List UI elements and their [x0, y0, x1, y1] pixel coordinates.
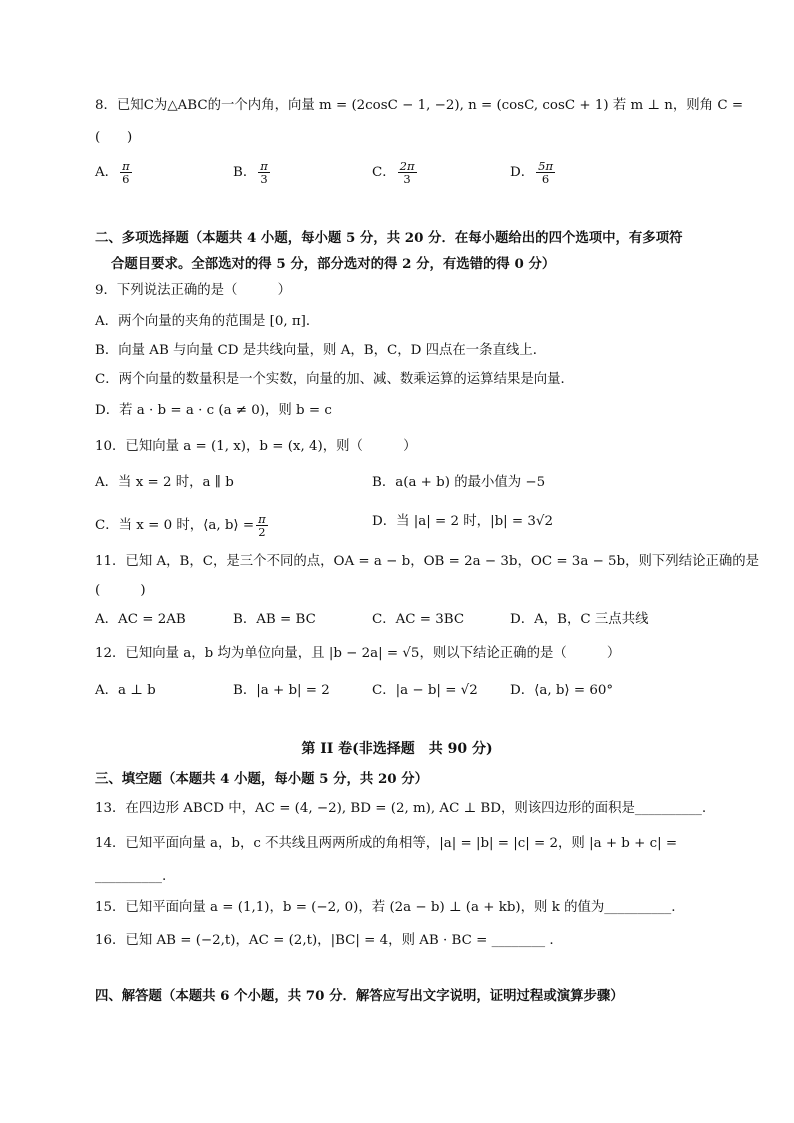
q8-option-b [233, 160, 272, 185]
fraction-numerator: π [122, 159, 130, 173]
q9-stem: 9．下列说法正确的是（ ） [95, 283, 291, 298]
option-label: D． [510, 165, 535, 180]
q11-option-d: D．A，B，C 三点共线 [510, 612, 649, 627]
q8-option-c [372, 160, 419, 185]
fraction-denominator: 2 [258, 525, 266, 539]
q16: 16．已知 AB = (−2,t)，AC = (2,t)，|BC| = 4，则 AB · BC = ________ . [95, 933, 554, 948]
fraction-denominator: 6 [541, 172, 550, 186]
option-text: C．当 x = 0 时，⟨a, b⟩ = [95, 518, 255, 533]
q11-stem: 11．已知 A，B，C，是三个不同的点，OA = a − b，OB = 2a − 3b，OC = 3a − 5b，则下列结论正确的是 [95, 554, 760, 569]
fraction [256, 513, 268, 538]
fraction-numerator: 5π [538, 159, 554, 173]
option-label: C． [372, 165, 396, 180]
option-label: B． [233, 165, 257, 180]
fraction-denominator: 6 [122, 172, 130, 186]
section-2-title-cont: 合题目要求。全部选对的得 5 分，部分选对的得 2 分，有选错的得 0 分） [111, 256, 556, 272]
fraction-numerator: π [258, 512, 266, 526]
option-label: A． [95, 165, 119, 180]
fraction-denominator: 3 [260, 172, 268, 186]
q11-paren: ( ) [95, 583, 146, 598]
q15: 15．已知平面向量 a = (1,1)，b = (−2, 0)，若 (2a − b) ⊥ (a + kb)，则 k 的值为__________. [95, 900, 676, 915]
q8-stem: 8．已知C为△ABC的一个内角，向量 m = (2cosC − 1, −2), n = (cosC, cosC + 1) 若 m ⊥ n，则角 C = [95, 98, 744, 113]
fraction [536, 160, 555, 185]
part-2-title: 第 II 卷(非选择题 共 90 分) [301, 741, 493, 757]
section-2-title: 二、多项选择题（本题共 4 小题，每小题 5 分，共 20 分．在每小题给出的四个选项中，有多项符 [95, 230, 683, 246]
q9-option-a: A．两个向量的夹角的范围是 [0, π]． [95, 314, 320, 329]
section-3-title: 三、填空题（本题共 4 小题，每小题 5 分，共 20 分） [95, 771, 429, 787]
q9-option-d: D．若 a · b = a · c (a ≠ 0)，则 b = c [95, 403, 332, 418]
q8-paren: ( ) [95, 130, 133, 145]
q12-option-d: D．⟨a, b⟩ = 60° [510, 683, 614, 698]
fraction [258, 160, 270, 185]
q9-option-b: B．向量 AB 与向量 CD 是共线向量，则 A，B，C，D 四点在一条直线上． [95, 343, 547, 358]
fraction-numerator: 2π [399, 159, 415, 173]
fraction-numerator: π [260, 159, 268, 173]
q10-option-c [95, 513, 270, 538]
q14-blank: __________. [95, 869, 167, 884]
q8-option-a [95, 160, 134, 185]
q10-option-d: D．当 |a| = 2 时，|b| = 3√2 [372, 514, 553, 529]
q12-stem: 12．已知向量 a，b 均为单位向量，且 |b − 2a| = √5，则以下结论正确的是（ ） [95, 646, 621, 661]
section-4-title: 四、解答题（本题共 6 个小题，共 70 分．解答应写出文字说明，证明过程或演算步骤） [95, 988, 624, 1004]
q9-option-c: C．两个向量的数量积是一个实数，向量的加、减、数乘运算的运算结果是向量． [95, 372, 574, 387]
q12-option-a: A．a ⊥ b [95, 683, 156, 698]
q10-option-b: B．a(a + b) 的最小值为 −5 [372, 475, 546, 490]
q11-option-a: A．AC = 2AB [95, 612, 186, 627]
q8-option-d [510, 160, 557, 185]
q10-stem: 10．已知向量 a = (1, x)，b = (x, 4)，则（ ） [95, 439, 417, 454]
q11-option-b: B．AB = BC [233, 612, 316, 627]
fraction-denominator: 3 [403, 172, 411, 186]
q10-option-a: A．当 x = 2 时，a ∥ b [95, 475, 234, 490]
fraction [120, 160, 132, 185]
q12-option-b: B．|a + b| = 2 [233, 683, 330, 698]
q13: 13．在四边形 ABCD 中，AC = (4, −2), BD = (2, m), AC ⊥ BD，则该四边形的面积是__________. [95, 801, 707, 816]
q14: 14．已知平面向量 a，b，c 不共线且两两所成的角相等，|a| = |b| = |c| = 2，则 |a + b + c| = [95, 836, 678, 851]
q12-option-c: C．|a − b| = √2 [372, 683, 478, 698]
fraction [398, 160, 417, 185]
q11-option-c: C．AC = 3BC [372, 612, 465, 627]
